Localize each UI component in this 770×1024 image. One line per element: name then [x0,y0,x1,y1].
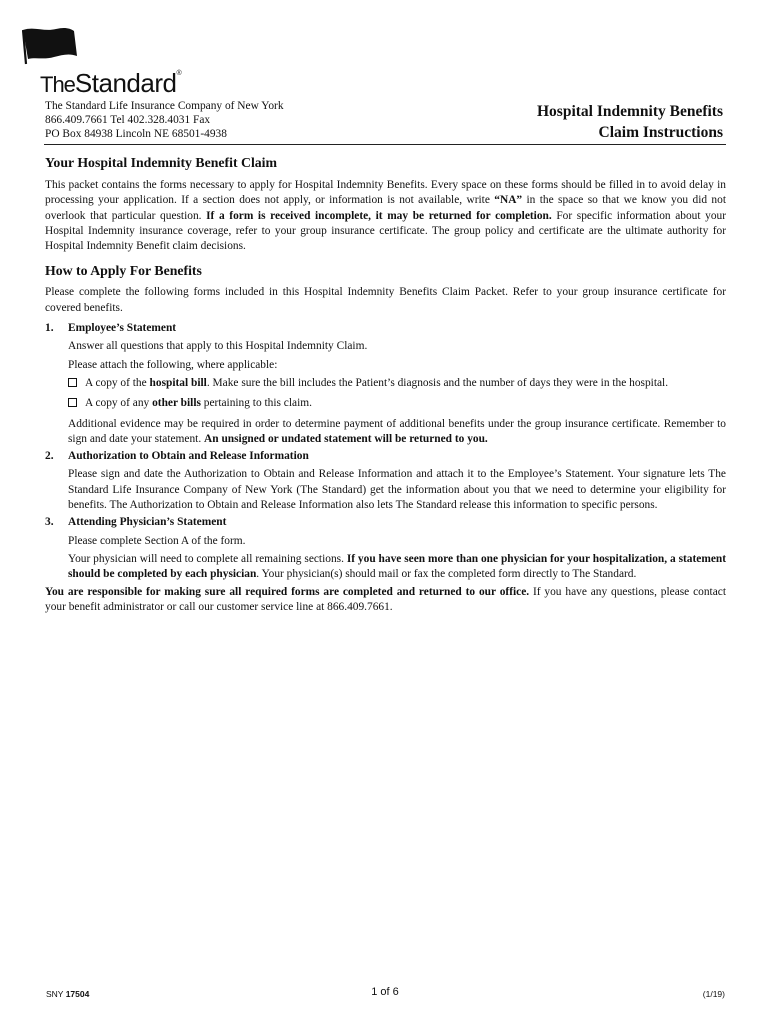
step-authorization: 2. Authorization to Obtain and Release Information Please sign and date the Authorization to Obtain and Release Information and attach it to the Employee’s Statement. Your signature lets The Standard Life Insurance Company of New York (The Standard) get the information about you that we need to determine your eligibility for benefits. The Authorization to Obtain and Release Information also lets The Standard release this information to specific persons. [45,450,726,512]
apply-paragraph: Please complete the following forms included in this Hospital Indemnity Benefits Claim Packet. Refer to your group insurance certificate for covered benefits. [45,286,726,314]
company-address: PO Box 84938 Lincoln NE 68501-4938 [45,128,227,141]
revision-date: (1/19) [702,989,725,999]
document-title: Hospital Indemnity Benefits Claim Instructions [536,103,723,141]
header-rule [44,144,726,145]
page-number: 1 of 6 [371,986,399,998]
checkbox-other-bills[interactable] [68,398,77,407]
company-name: The Standard Life Insurance Company of New York [45,100,284,112]
step-physician-statement: 3. Attending Physician’s Statement Please complete Section A of the form. Your physician will need to complete all remaining sections. If you have seen more than one physician for your hospitalization, a statement should be completed by each physician. Your physician(s) should mail or fax the completed form directly to The Standard. [45,516,727,581]
standard-flag-logo-icon [22,26,78,66]
document-body [45,154,726,615]
checklist-item-other-bills: A copy of any other bills pertaining to this claim. [68,396,726,411]
intro-heading: Your Hospital Indemnity Benefit Claim [45,155,278,170]
steps-list [45,321,726,582]
step-title: Attending Physician’s Statement [68,516,227,529]
checkbox-hospital-bill[interactable] [68,378,77,387]
company-phone-fax: 866.409.7661 Tel 402.328.4031 Fax [45,114,211,127]
the-standard-wordmark: TheStandard® [40,68,182,98]
apply-heading: How to Apply For Benefits [45,263,202,279]
form-number: SNY 17504 [46,989,90,999]
step-employee-statement: 1. Employee’s Statement Answer all questions that apply to this Hospital Indemnity Claim. Please attach the following, where applicable: A copy of the hospital bill. Make sure the bill includes the Patient’s diagnosis and the number of days they were in the hospital. A copy of any other bills pertaining to this claim. Additional evidence may be required in order to determine payment of additional benefits under the group insurance certificate. Remember to sign and date your statement. An unsigned or undated statement will be returned to you. [45,321,726,447]
additional-evidence-note: Additional evidence may be required in order to determine payment of additional benefits under the group insurance certificate. Remember to sign and date your statement. An unsigned or undated statement will be returned to you. [68,417,726,445]
checklist-item-hospital-bill: A copy of the hospital bill. Make sure the bill includes the Patient’s diagnosis and the number of days they were in the hospital. [68,376,726,391]
responsibility-note: You are responsible for making sure all required forms are completed and returned to our office. If you have any questions, please contact your benefit administrator or call our customer service line at 866.409.7661. [45,585,726,613]
step-title: Authorization to Obtain and Release Information [68,450,309,463]
intro-paragraph: This packet contains the forms necessary to apply for Hospital Indemnity Benefits. Every space on these forms should be filled in to avoid delay in processing your application. If a section does not apply, or information is not available, write “NA” in the space so that we know you did not overlook that particular question. If a form is received incomplete, it may be returned for completion. For specific information about your Hospital Indemnity insurance coverage, refer to your group insurance certificate. The group policy and certificate are the ultimate authority for Hospital Indemnity Benefit claim decisions. [45,179,726,253]
company-info [45,99,284,142]
step-title: Employee’s Statement [68,322,177,335]
